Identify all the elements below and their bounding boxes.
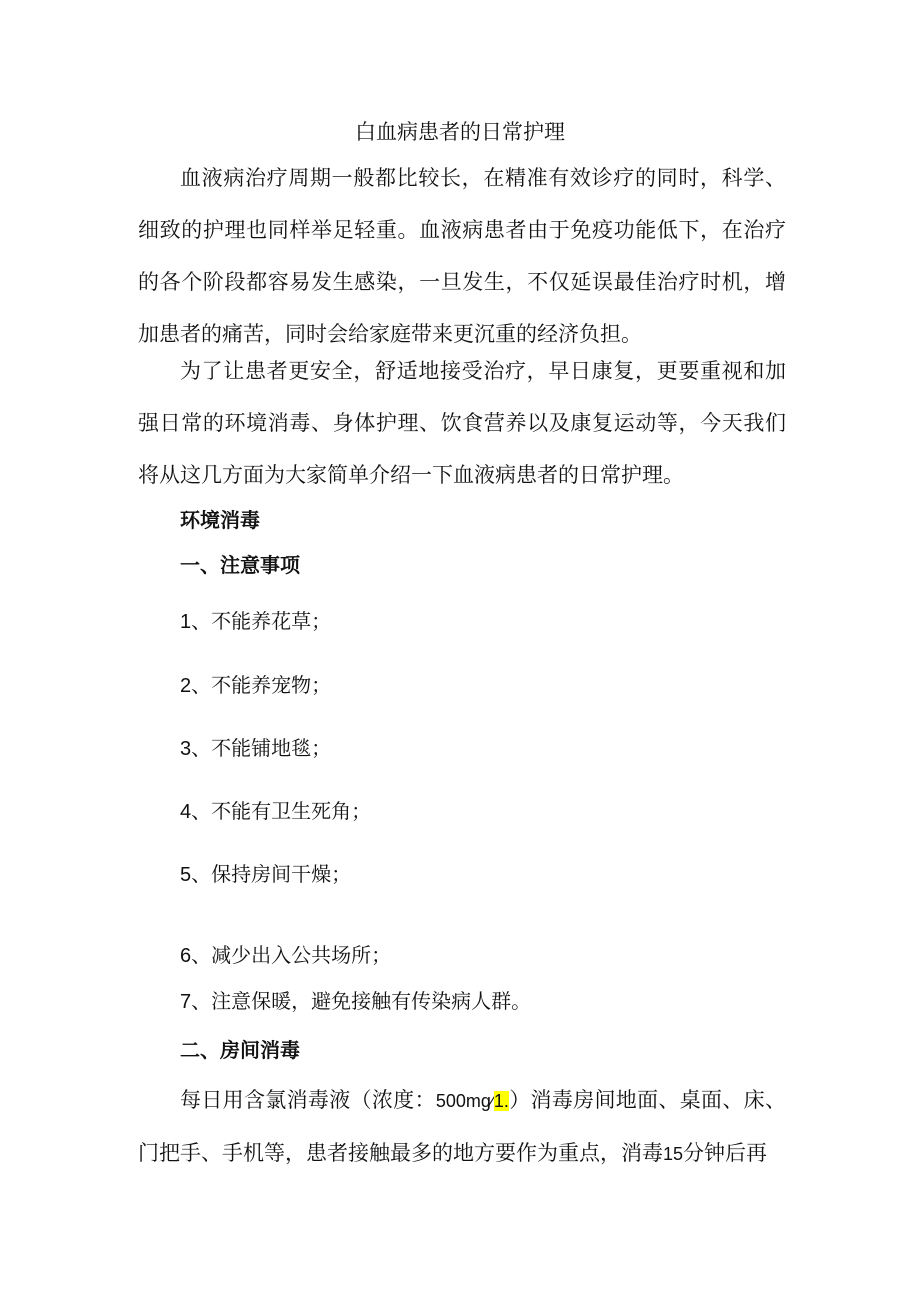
list-item	[180, 986, 531, 1017]
list-item-number: 2	[180, 675, 192, 697]
list-item-text: 、减少出入公共场所；	[191, 943, 392, 967]
subsection-heading-room-disinfection: 二、房间消毒	[180, 1038, 300, 1062]
concentration-value: 500mg∕	[435, 1091, 494, 1111]
document-title: 白血病患者的日常护理	[355, 120, 565, 144]
list-item-text: 、不能铺地毯；	[191, 736, 332, 760]
list-item-number: 6	[180, 945, 192, 967]
list-item	[180, 733, 331, 764]
list-item-number: 4	[180, 801, 192, 823]
list-item-text: 、保持房间干燥；	[191, 862, 352, 886]
section-heading-environment-disinfection: 环境消毒	[180, 508, 260, 532]
paragraph-text: 分钟后再	[683, 1141, 768, 1165]
list-item-number: 7	[180, 991, 192, 1013]
paragraph-text: ）消毒房间地面、桌面、床、门把手、手机等，患者接触最多的地方要作为重点，消毒	[138, 1088, 787, 1165]
list-item	[180, 940, 391, 971]
intro-paragraph-1: 血液病治疗周期一般都比较长，在精准有效诊疗的同时，科学、细致的护理也同样举足轻重。血液病患者由于免疫功能低下，在治疗的各个阶段都容易发生感染，一旦发生，不仅延误最佳治疗时机，增加患者的痛苦，同时会给家庭带来更沉重的经济负担。	[138, 166, 786, 346]
highlighted-text: 1.	[493, 1091, 509, 1111]
list-item-text: 、不能养宠物；	[191, 673, 332, 697]
list-item	[180, 606, 331, 637]
list-item-text: 、注意保暖，避免接触有传染病人群。	[191, 989, 532, 1013]
subsection-heading-precautions: 一、注意事项	[180, 553, 300, 577]
paragraph-text: 每日用含氯消毒液（浓度：	[180, 1088, 436, 1112]
list-item	[180, 859, 351, 890]
list-item-number: 5	[180, 864, 192, 886]
list-item-number: 3	[180, 738, 192, 760]
list-item-text: 、不能养花草；	[191, 609, 332, 633]
list-item-text: 、不能有卫生死角；	[191, 799, 372, 823]
intro-paragraph-2: 为了让患者更安全，舒适地接受治疗，早日康复，更要重视和加强日常的环境消毒、身体护理、饮食营养以及康复运动等，今天我们将从这几方面为大家简单介绍一下血液病患者的日常护理。	[138, 359, 786, 487]
room-disinfection-paragraph	[138, 1074, 786, 1180]
list-item-number: 1	[180, 611, 192, 633]
list-item	[180, 670, 331, 701]
minutes-value: 15	[663, 1144, 684, 1164]
list-item	[180, 796, 371, 827]
